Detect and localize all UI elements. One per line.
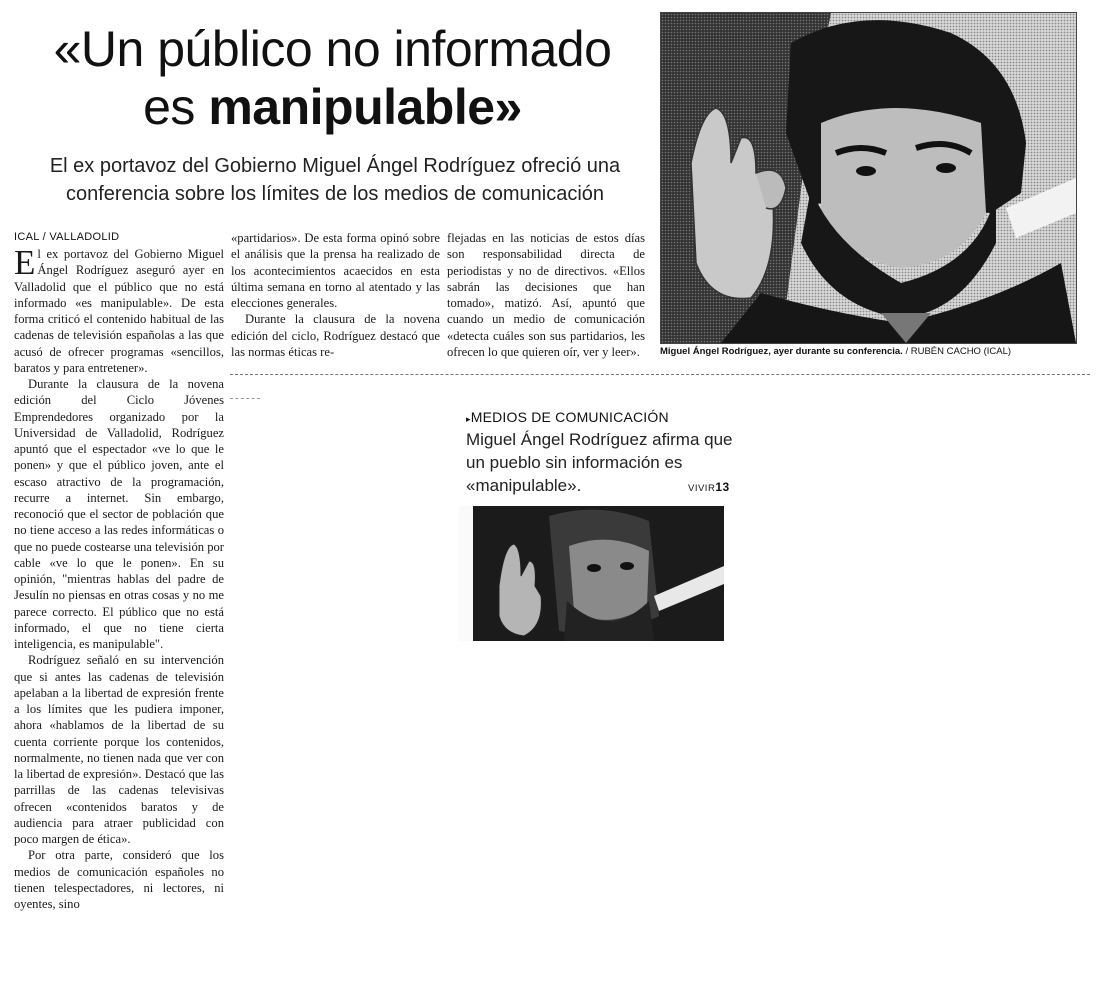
paragraph: Por otra parte, consideró que los medios de comunicación españoles no tienen telespectadores, ni lectores, ni oyentes, sino [14,848,224,911]
headline-line-2-bold: manipulable» [208,79,522,135]
teaser-photo [459,506,724,641]
photo-caption [660,346,1075,357]
drop-cap: E [14,243,36,282]
teaser-portrait-illustration [459,506,724,641]
divider-line [230,374,1090,375]
headline-line-1: «Un público no informado [53,21,612,77]
article-column-2 [231,230,440,360]
paragraph: flejadas en las noticias de estos días son responsabilidad directa de periodistas y no de directivos. «Ellos sabrán las decisiones que han tomado», matizó. Así, apuntó que cuando un medio de comunicación «detecta cuáles son sus partidarios, les ofrecen lo que quieren oír, ver y leer». [447,231,645,359]
paragraph: Rodríguez señaló en su intervención que si antes las cadenas de televisión apelaban a la libertad de expresión frente a los límites que les pudiera imponer, ahora «hablamos de la libertad de su cuenta corriente porque los contenidos, normalmente, no tienen nada que ver con la libertad de expresión». Destacó que las parrillas de las cadenas televisivas ofrecen «contenidos baratos y de audiencia para atraer publicidad con poco margen de ética». [14,653,224,846]
paragraph: Durante la clausura de la novena edición del ciclo, Rodríguez destacó que las normas éticas re- [231,312,440,359]
teaser-headline: Miguel Ángel Rodríguez afirma que un pueblo sin información es «manipulable». [466,430,733,495]
headline-line-2-regular: es [143,79,209,135]
headline [10,20,655,136]
arrow-icon: ▸ [466,414,471,424]
caption-text: Miguel Ángel Rodríguez, ayer durante su conferencia. [660,346,903,357]
photo-credit: / RUBÉN CACHO (ICAL) [902,346,1012,357]
teaser-kicker-text: MEDIOS DE COMUNICACIÓN [470,409,669,425]
divider-line-short [230,398,260,399]
paragraph: «partidarios». De esta forma opinó sobre el análisis que la prensa ha realizado de los acontecimientos acaecidos en esta última semana en torno al atentado y las elecciones generales. [231,231,440,310]
section-name: VIVIR [688,483,716,494]
article-column-1 [14,243,224,912]
page-number: 13 [715,480,730,494]
subheadline: El ex portavoz del Gobierno Miguel Ángel Rodríguez ofreció una conferencia sobre los límites de los medios de comunicación [49,155,621,205]
byline: ICAL / VALLADOLID [14,231,120,243]
headline-line-2 [10,78,655,136]
paragraph: Durante la clausura de la novena edición del Ciclo Jóvenes Emprendedores organizado por la Universidad de Valladolid, Rodríguez apuntó que el espectador «ve lo que le ponen» y que el público joven, ante el escaso atractivo de la programación, recurre a internet. Sin embargo, reconoció que el sector de población que no tiene acceso a las redes informáticas o que no puede costearse una televisión por cable «ve lo que le ponen». En su opinión, "mientras hablas del padre de Jesulín no piensas en otras cosas y no me parece correcto. El público que no está informado, el que no tiene cierta inteligencia, es manipulable". [14,377,224,651]
main-photo [660,12,1077,344]
portrait-photo-illustration [661,13,1076,343]
paragraph [14,243,224,376]
teaser-kicker [466,409,669,425]
article-column-3 [447,230,645,360]
paragraph-text: l ex portavoz del Gobierno Miguel Ángel Rodríguez aseguró ayer en Valladolid que el público que no está informado «es manipulable». De esta forma criticó el contenido habitual de las cadenas de televisión españolas a las que acusó de ofrecer programas «sencillos, baratos y para entretener». [14,247,224,375]
teaser-section-tag [688,480,730,494]
